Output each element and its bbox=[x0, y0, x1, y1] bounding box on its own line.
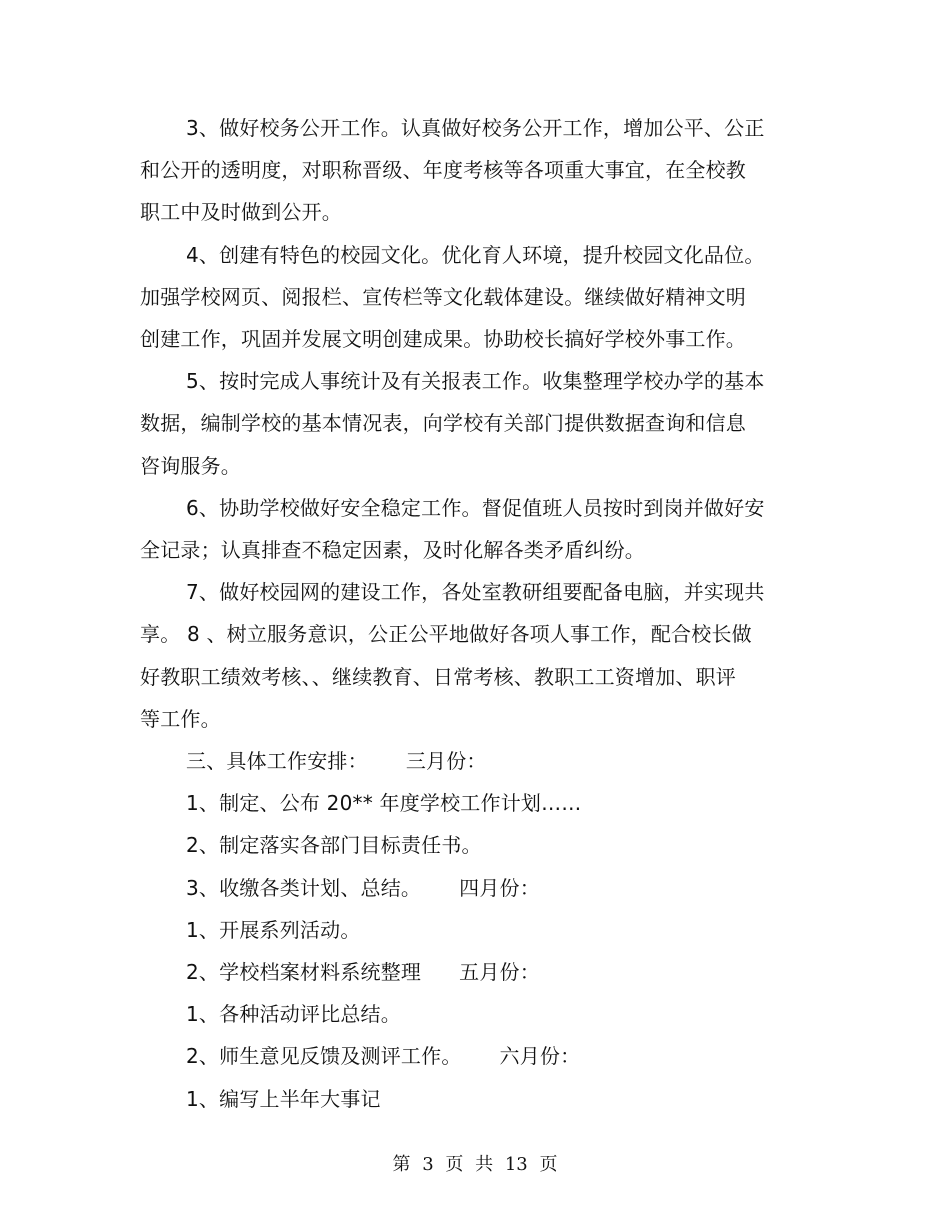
schedule-item bbox=[140, 782, 780, 824]
month-label: 四月份： bbox=[459, 875, 540, 900]
schedule-heading bbox=[140, 740, 780, 782]
paragraph-item-4 bbox=[140, 234, 780, 361]
text-line: 享。 8 、树立服务意识，公正公平地做好各项人事工作，配合校长做 bbox=[140, 622, 752, 647]
text-line: 全记录；认真排查不稳定因素，及时化解各类矛盾纠纷。 bbox=[140, 538, 645, 563]
text-line: 数据，编制学校的基本情况表，向学校有关部门提供数据查询和信息 bbox=[140, 411, 746, 436]
text-line: 5、按时完成人事统计及有关报表工作。收集整理学校办学的基本 bbox=[186, 369, 765, 394]
schedule-item-text: 2、师生意见反馈及测评工作。 bbox=[186, 1044, 462, 1069]
schedule-item-text: 2、制定落实各部门目标责任书。 bbox=[186, 833, 482, 858]
schedule-item-text: 1、各种活动评比总结。 bbox=[186, 1002, 401, 1027]
schedule-item bbox=[140, 1035, 780, 1077]
schedule-item-text: 2、学校档案材料系统整理 bbox=[186, 960, 422, 985]
section-heading: 三、具体工作安排： bbox=[186, 749, 368, 774]
schedule-item-text: 1、开展系列活动。 bbox=[186, 917, 361, 942]
schedule-item-text: 1、编写上半年大事记 bbox=[186, 1086, 381, 1111]
schedule-item-text: 1、制定、公布 20** 年度学校工作计划…… bbox=[186, 791, 582, 816]
paragraph-item-3 bbox=[140, 107, 780, 234]
text-line: 4、创建有特色的校园文化。优化育人环境，提升校园文化品位。 bbox=[186, 242, 765, 267]
text-line: 和公开的透明度，对职称晋级、年度考核等各项重大事宜，在全校教 bbox=[140, 158, 746, 183]
month-label: 五月份： bbox=[459, 960, 540, 985]
schedule-list bbox=[140, 782, 780, 1120]
schedule-item bbox=[140, 909, 780, 951]
document-body bbox=[140, 107, 780, 1120]
schedule-item bbox=[140, 1078, 780, 1120]
schedule-item bbox=[140, 993, 780, 1035]
text-line: 等工作。 bbox=[140, 706, 221, 731]
schedule-item bbox=[140, 824, 780, 866]
text-line: 创建工作，巩固并发展文明创建成果。协助校长搞好学校外事工作。 bbox=[140, 327, 746, 352]
month-label: 三月份： bbox=[405, 749, 487, 774]
paragraph-item-6 bbox=[140, 487, 780, 571]
text-line: 加强学校网页、阅报栏、宣传栏等文化载体建设。继续做好精神文明 bbox=[140, 284, 746, 309]
text-line: 6、协助学校做好安全稳定工作。督促值班人员按时到岗并做好安 bbox=[186, 495, 765, 520]
text-line: 3、做好校务公开工作。认真做好校务公开工作，增加公平、公正 bbox=[186, 116, 765, 140]
text-line: 职工中及时做到公开。 bbox=[140, 200, 342, 225]
paragraph-item-7 bbox=[140, 571, 780, 740]
schedule-item-text: 3、收缴各类计划、总结。 bbox=[186, 875, 422, 900]
text-line: 7、做好校园网的建设工作，各处室教研组要配备电脑，并实现共 bbox=[186, 580, 765, 605]
schedule-item bbox=[140, 951, 780, 993]
schedule-item bbox=[140, 867, 780, 909]
month-label: 六月份： bbox=[499, 1044, 581, 1069]
text-line bbox=[140, 740, 780, 782]
page-number-footer: 第 3 页 共 13 页 bbox=[392, 1154, 558, 1175]
text-line: 好教职工绩效考核、、继续教育、日常考核、教职工工资增加、职评 bbox=[140, 664, 736, 689]
text-line: 咨询服务。 bbox=[140, 453, 241, 478]
paragraph-item-5 bbox=[140, 360, 780, 487]
